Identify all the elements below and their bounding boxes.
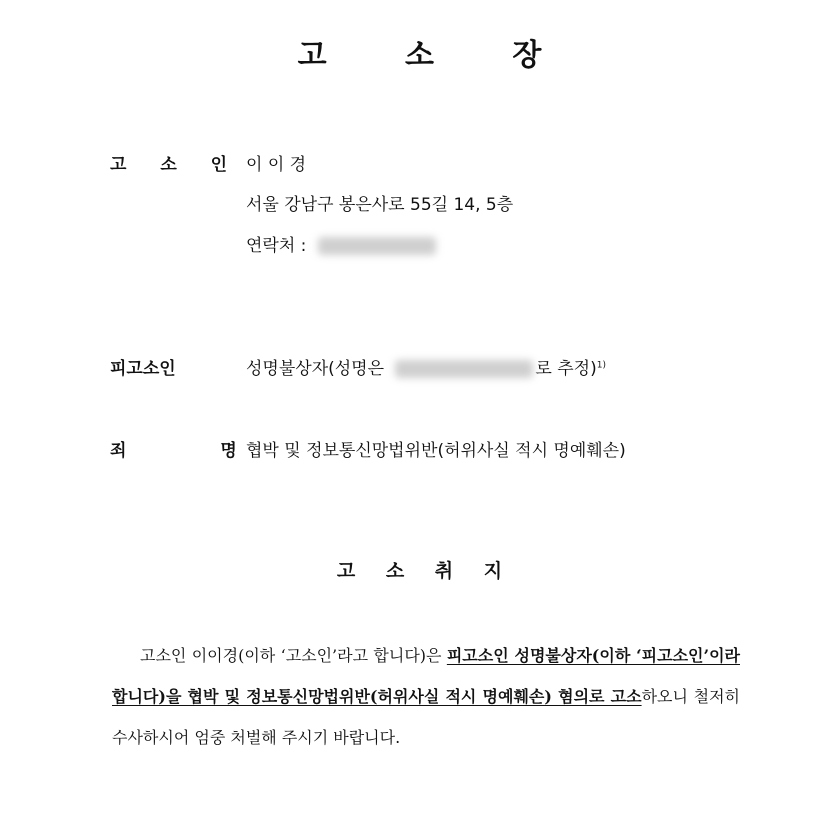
complainant-name: 이 이 경 (246, 155, 307, 175)
complainant-address: 서울 강남구 봉은사로 55길 14, 5층 (246, 195, 514, 215)
accused-value-prefix: 성명불상자(성명은 (246, 359, 385, 379)
complainant-contact (246, 231, 436, 256)
document-title: 고 소 장 (297, 38, 576, 73)
redacted-name (395, 360, 533, 378)
accused-label: 피고소인 (110, 359, 176, 379)
purpose-heading: 고 소 취 지 (336, 560, 515, 582)
purpose-text-plain-1: 고소인 이이경(이하 ‘고소인’라고 합니다)은 (140, 646, 447, 665)
purpose-text-underlined: 피고소인 성명불상자(이하 ‘피고소인’이라 합니다)을 협박 및 정보통신망법위반(허위사실 적시 명예훼손) 혐의로 고소 (112, 646, 740, 706)
complainant-label: 고 소 인 (110, 155, 242, 175)
footnote-marker: 1) (596, 360, 606, 371)
accused-value-suffix: 로 추정) (535, 359, 597, 379)
charge-value: 협박 및 정보통신망법위반(허위사실 적시 명예훼손) (246, 441, 626, 461)
accused-value (246, 354, 606, 379)
purpose-paragraph (112, 635, 740, 758)
charge-label: 죄 명 (110, 441, 281, 461)
contact-label: 연락처 : (246, 236, 307, 256)
purpose-text-plain-2: 하오니 철저히 수사하시어 엄중 처벌해 주시기 바랍니다. (112, 687, 740, 747)
redacted-contact (318, 237, 436, 255)
